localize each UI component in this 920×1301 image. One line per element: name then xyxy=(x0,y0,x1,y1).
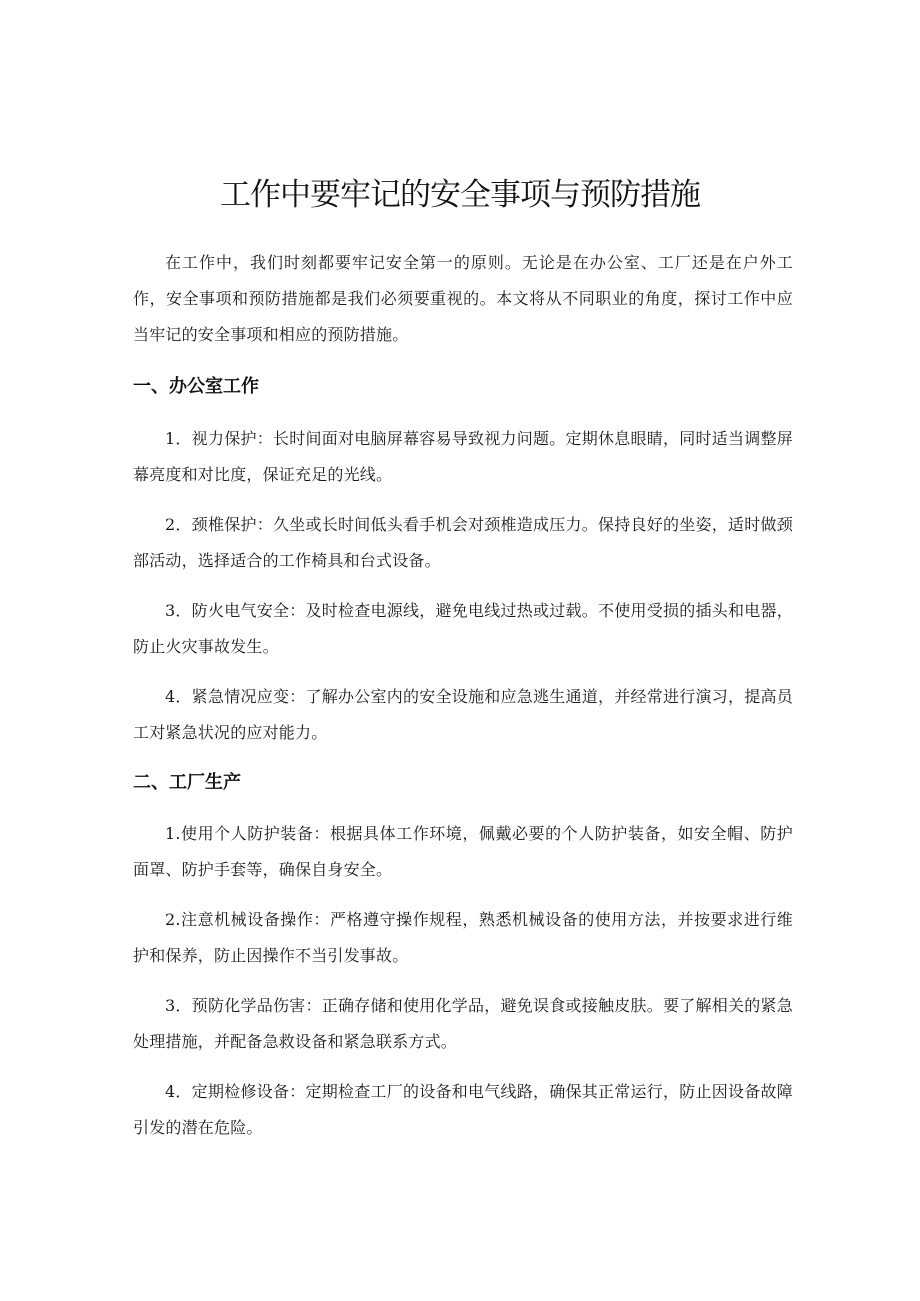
intro-paragraph: 在工作中，我们时刻都要牢记安全第一的原则。无论是在办公室、工厂还是在户外工作，安全事项和预防措施都是我们必须要重视的。本文将从不同职业的角度，探讨工作中应当牢记的安全事项和相应的预防措施。 xyxy=(133,253,793,344)
section-heading-factory: 二、工厂生产 xyxy=(133,772,241,793)
factory-item-4: 4．定期检修设备：定期检查工厂的设备和电气线路，确保其正常运行，防止因设备故障引发的潜在危险。 xyxy=(133,1082,793,1137)
office-item-4: 4．紧急情况应变：了解办公室内的安全设施和应急逃生通道，并经常进行演习，提高员工对紧急状况的应对能力。 xyxy=(133,687,793,742)
office-item-3: 3．防火电气安全：及时检查电源线，避免电线过热或过载。不使用受损的插头和电器，防止火灾事故发生。 xyxy=(133,601,793,656)
section-heading-office: 一、办公室工作 xyxy=(133,376,259,397)
office-item-1: 1．视力保护：长时间面对电脑屏幕容易导致视力问题。定期休息眼睛，同时适当调整屏幕亮度和对比度，保证充足的光线。 xyxy=(133,429,793,484)
factory-item-2: 2.注意机械设备操作：严格遵守操作规程，熟悉机械设备的使用方法，并按要求进行维护和保养，防止因操作不当引发事故。 xyxy=(133,910,793,965)
document-title: 工作中要牢记的安全事项与预防措施 xyxy=(220,177,700,213)
factory-item-1: 1.使用个人防护装备：根据具体工作环境，佩戴必要的个人防护装备，如安全帽、防护面罩、防护手套等，确保自身安全。 xyxy=(133,824,793,879)
factory-item-3: 3．预防化学品伤害：正确存储和使用化学品，避免误食或接触皮肤。要了解相关的紧急处理措施，并配备急救设备和紧急联系方式。 xyxy=(133,996,793,1051)
office-item-2: 2．颈椎保护：久坐或长时间低头看手机会对颈椎造成压力。保持良好的坐姿，适时做颈部活动，选择适合的工作椅具和台式设备。 xyxy=(133,515,793,570)
